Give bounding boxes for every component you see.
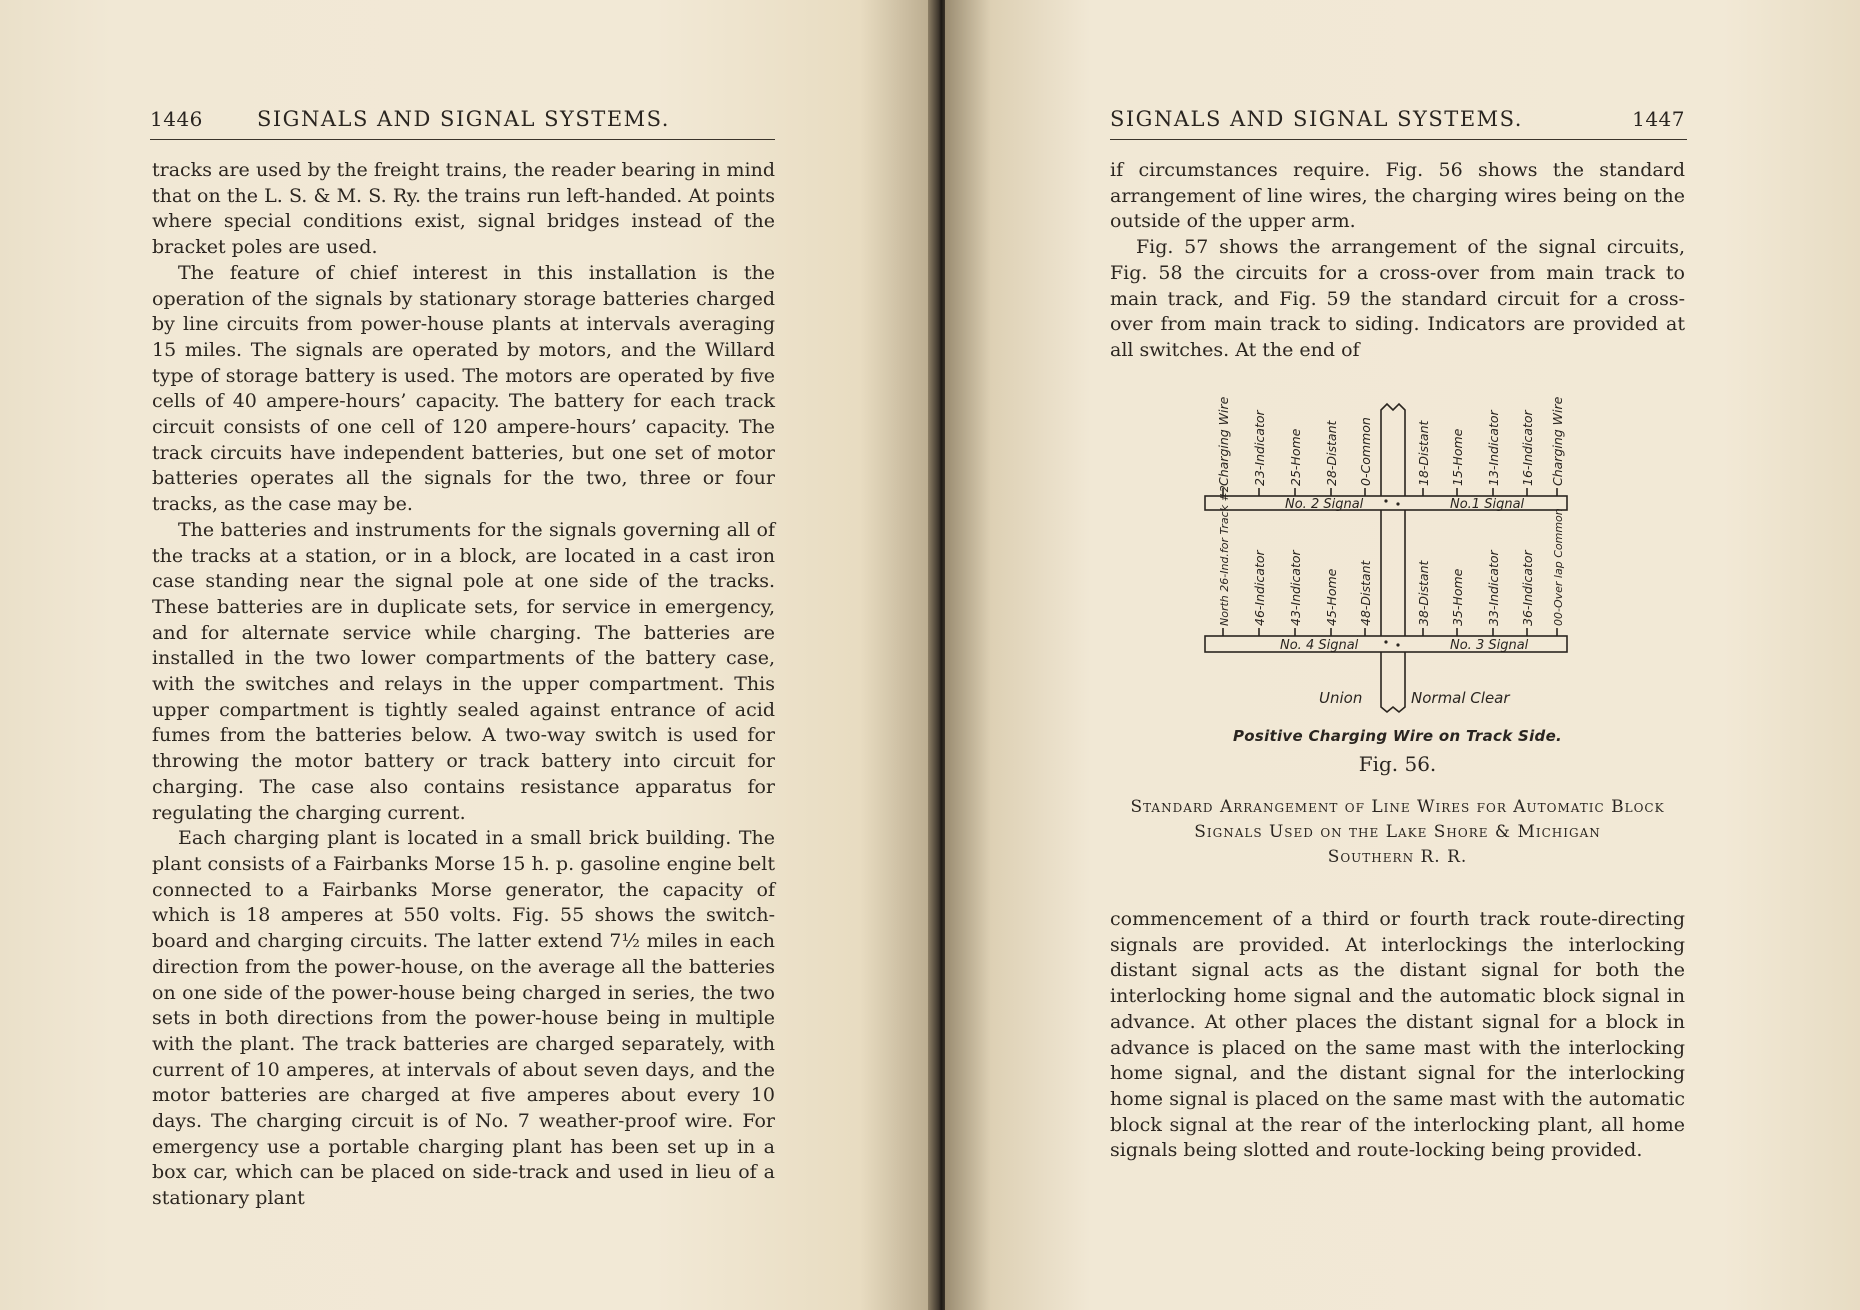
right-paragraph-3: commencement of a third or fourth track route-directing signals are provided. At interlockings the interlocking distant signal acts as the distant signal for both the interlocking home signal and the automatic block signal in advance. At other places the distant signal for a block in advance is placed on the same mast with the interlocking home signal, and the distant signal for the interlocking home signal is placed on the same mast with the automatic block signal at the rear of the interlocking plant, all home signals being slotted and route-locking being provided. xyxy=(1110,908,1685,1162)
figure-number: Fig. 56. xyxy=(1358,752,1437,776)
upper-right-wire-1: 18-Distant xyxy=(1416,420,1431,486)
upper-right-wire-5: Charging Wire xyxy=(1550,396,1565,486)
right-running-head xyxy=(1110,104,1687,140)
no-2-signal-label: No. 2 Signal xyxy=(1285,497,1364,512)
lower-right-wire-5: 00-Over lap Common xyxy=(1552,508,1565,626)
lower-left-wire-3: 43-Indicator xyxy=(1288,550,1303,626)
lower-right-wire-1: 38-Distant xyxy=(1416,560,1431,626)
left-body-text xyxy=(152,158,775,1212)
right-page xyxy=(945,0,1860,1310)
right-running-title: SIGNALS AND SIGNAL SYSTEMS. xyxy=(1110,107,1523,131)
figure-title-line-2: Signals Used on the Lake Shore & Michigan xyxy=(1194,822,1601,842)
figure-title-line-3: Southern R. R. xyxy=(1327,847,1468,867)
right-head-rule xyxy=(1110,139,1687,140)
right-body-text-bottom xyxy=(1110,907,1685,1164)
lower-left-wire-4: 45-Home xyxy=(1324,568,1339,626)
left-paragraph-3: The batteries and instruments for the signals governing all of the tracks at a station, or in a block, are located in a cast iron case standing near the signal pole at one side of the tracks. These batteries are in duplicate sets, for service in emergency, and for alternate service while charging. The batteries are installed in the two lower compartments of the battery case, with the switches and relays in the upper compartment. This upper compartment is tightly sealed against entrance of acid fumes from the batteries below. A two-way switch is used for throwing the motor battery or track battery into circuit for charging. The case also contains resistance apparatus for regulating the charging current. xyxy=(152,518,775,824)
left-paragraph-2: The feature of chief interest in this installation is the operation of the signals by stationary storage batteries charged by line circuits from power-house plants at intervals averaging 15 miles. The signals are operated by motors, and the Willard type of storage battery is used. The motors are operated by five cells of 40 ampere-hours’ capacity. The battery for each track circuit consists of one cell of 120 ampere-hours’ capacity. The track circuits have independent batteries, but one set of motor batteries operates all the signals for the two, three or four tracks, as the case may be. xyxy=(152,261,775,516)
lower-left-wire-1: North 26-Ind.for Track #2 xyxy=(1218,485,1231,626)
left-head-rule xyxy=(150,139,775,140)
upper-left-wire-1: Charging Wire xyxy=(1216,396,1231,486)
upper-left-wire-3: 25-Home xyxy=(1288,428,1303,486)
left-running-head xyxy=(150,104,775,140)
lower-right-wire-3: 33-Indicator xyxy=(1486,550,1501,626)
figure-56-diagram xyxy=(1195,370,1585,730)
figure-subcaption: Positive Charging Wire on Track Side. xyxy=(1232,727,1563,745)
upper-right-wire-4: 16-Indicator xyxy=(1520,410,1535,486)
left-paragraph-1: tracks are used by the freight trains, the reader bearing in mind that on the L. S. & M. S. Ry. the trains run left-handed. At points where special conditions exist, signal bridges instead of the bracket poles are used. xyxy=(152,159,775,259)
pole-top xyxy=(1381,404,1405,496)
upper-left-wire-5: 0-Common xyxy=(1358,417,1373,486)
no-3-signal-label: No. 3 Signal xyxy=(1450,638,1529,653)
no-4-signal-label: No. 4 Signal xyxy=(1280,638,1359,653)
left-running-title: SIGNALS AND SIGNAL SYSTEMS. xyxy=(257,107,670,131)
right-paragraph-1: if circumstances require. Fig. 56 shows the standard arrangement of line wires, the charging wires being on the outside of the upper arm. xyxy=(1110,159,1685,233)
normal-clear-label: Normal Clear xyxy=(1411,689,1510,707)
right-page-number: 1447 xyxy=(1632,107,1685,131)
left-page-number: 1446 xyxy=(150,107,203,131)
figure-title-line-1: Standard Arrangement of Line Wires for Automatic Block xyxy=(1130,797,1665,817)
line-wire-diagram xyxy=(1195,370,1585,730)
lower-left-wire-2: 46-Indicator xyxy=(1252,550,1267,626)
upper-right-wire-3: 13-Indicator xyxy=(1486,410,1501,486)
union-label: Union xyxy=(1319,689,1363,707)
lower-right-wire-2: 35-Home xyxy=(1450,568,1465,626)
figure-title xyxy=(1110,795,1685,870)
no-1-signal-label: No.1 Signal xyxy=(1450,497,1525,512)
right-paragraph-2: Fig. 57 shows the arrangement of the signal circuits, Fig. 58 the circuits for a cross-over from main track to main track, and Fig. 59 the standard circuit for a cross-over from main track to siding. Indicators are provided at all switches. At the end of xyxy=(1110,236,1685,361)
pole-bottom xyxy=(1381,652,1405,712)
upper-left-wire-4: 28-Distant xyxy=(1324,420,1339,486)
upper-right-wire-2: 15-Home xyxy=(1450,428,1465,486)
lower-left-wire-5: 48-Distant xyxy=(1358,560,1373,626)
left-paragraph-4: Each charging plant is located in a small brick building. The plant consists of a Fairbanks Morse 15 h. p. gasoline engine belt connected to a Fairbanks Morse generator, the capacity of which is 18 amperes at 550 volts. Fig. 55 shows the switch-board and charging circuits. The latter extend 7½ miles in each direction from the power-house, on the average all the batteries on one side of the power-house being charged in series, the two sets in both directions from the power-house being in multiple with the plant. The track batteries are charged separately, with current of 10 amperes, at intervals of about seven days, and the motor batteries are charged at five amperes about every 10 days. The charging circuit is of No. 7 weather-proof wire. For emergency use a portable charging plant has been set up in a box car, which can be placed on side-track and used in lieu of a stationary plant xyxy=(152,827,775,1210)
lower-right-wire-4: 36-Indicator xyxy=(1520,550,1535,626)
upper-left-wire-2: 23-Indicator xyxy=(1252,410,1267,486)
right-body-text-top xyxy=(1110,158,1685,364)
